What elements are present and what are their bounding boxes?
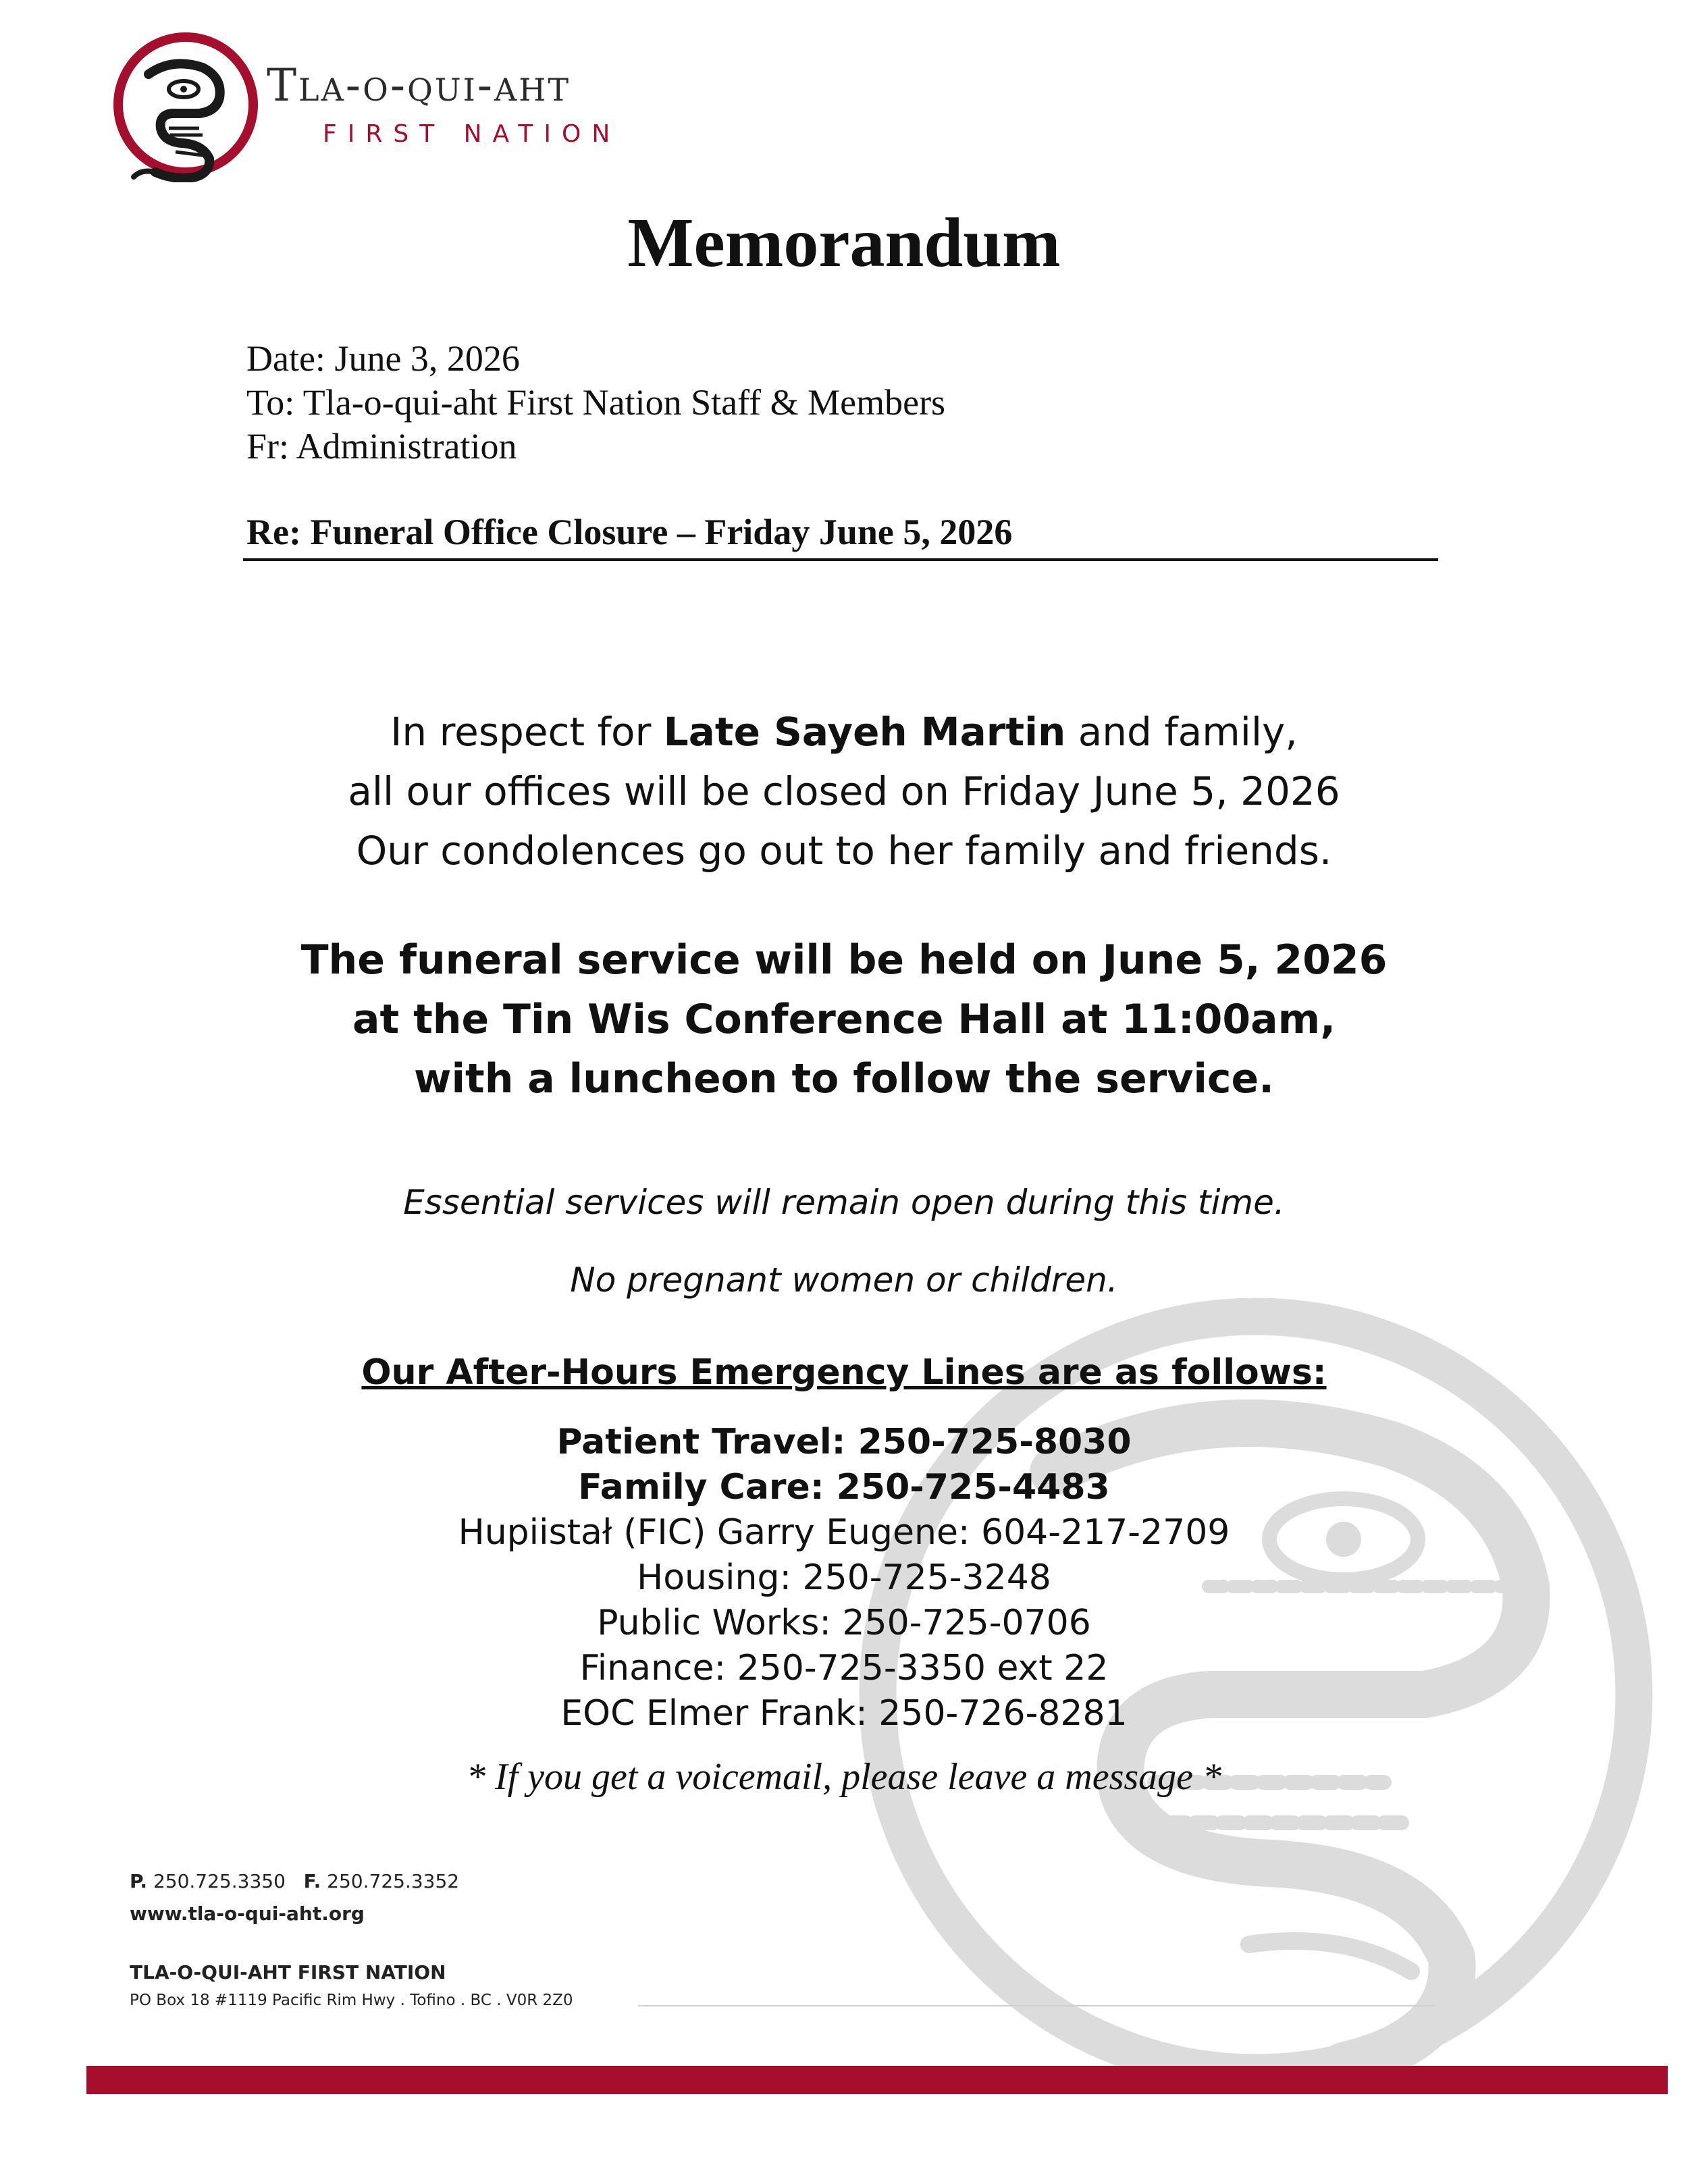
- deceased-name: Late Sayeh Martin: [663, 709, 1066, 755]
- memo-title: Memorandum: [627, 204, 1061, 282]
- closure-line-3: Our condolences go out to her family and friends.: [356, 828, 1332, 874]
- closure-line-2: all our offices will be closed on Friday June 5, 2026: [348, 768, 1340, 814]
- contact-housing: Housing: 250-725-3248: [637, 1557, 1051, 1598]
- contact-patient-travel: Patient Travel: 250-725-8030: [556, 1422, 1132, 1462]
- footer-phone-fax: [130, 1870, 459, 1892]
- service-line-3: with a luncheon to follow the service.: [414, 1055, 1274, 1102]
- serpent-circle-logo-icon: [108, 27, 263, 182]
- funeral-service-info: [0, 930, 1688, 1109]
- contact-finance: Finance: 250-725-3350 ext 22: [579, 1648, 1109, 1688]
- phone-number: 250.725.3350: [153, 1870, 286, 1892]
- closure-suffix: and family,: [1065, 709, 1298, 755]
- memo-subject: Re: Funeral Office Closure – Friday June 5, 2026: [246, 512, 1013, 552]
- phone-label: P.: [130, 1870, 148, 1892]
- contact-family-care: Family Care: 250-725-4483: [578, 1467, 1110, 1508]
- org-name: Tla-o-qui-aht: [267, 59, 571, 111]
- voicemail-note: * If you get a voicemail, please leave a message *: [466, 1756, 1222, 1798]
- footer-divider: [638, 2005, 1435, 2006]
- emergency-contact-list: [0, 1420, 1688, 1736]
- footer-website[interactable]: www.tla-o-qui-aht.org: [130, 1902, 365, 1925]
- subject-divider: [243, 558, 1438, 561]
- fax-number: 250.725.3352: [327, 1870, 460, 1892]
- org-subtitle: FIRST NATION: [323, 120, 621, 148]
- closure-line-1: [0, 702, 1688, 762]
- contact-public-works: Public Works: 250-725-0706: [597, 1603, 1091, 1643]
- memo-date: Date: June 3, 2026: [246, 338, 520, 379]
- contact-hupiistal: Hupiistał (FIC) Garry Eugene: 604-217-2709: [458, 1512, 1230, 1553]
- closure-notice: [0, 702, 1688, 880]
- memo-to: To: Tla-o-qui-aht First Nation Staff & Members: [246, 382, 946, 423]
- attendance-note: No pregnant women or children.: [570, 1260, 1118, 1300]
- footer-address: PO Box 18 #1119 Pacific Rim Hwy . Tofino . BC . V0R 2Z0: [130, 1992, 573, 2009]
- bottom-accent-bar: [86, 2066, 1668, 2094]
- emergency-lines-heading: Our After-Hours Emergency Lines are as follows:: [361, 1352, 1327, 1393]
- footer-org-name: TLA-O-QUI-AHT FIRST NATION: [130, 1961, 446, 1983]
- essential-services-note: Essential services will remain open during this time.: [403, 1183, 1285, 1222]
- service-line-1: The funeral service will be held on June 5, 2026: [300, 936, 1388, 984]
- fax-label: F.: [303, 1870, 321, 1892]
- memo-from: Fr: Administration: [246, 426, 517, 467]
- service-line-2: at the Tin Wis Conference Hall at 11:00am,: [352, 996, 1336, 1043]
- contact-eoc: EOC Elmer Frank: 250-726-8281: [560, 1693, 1128, 1734]
- closure-prefix: In respect for: [390, 709, 664, 755]
